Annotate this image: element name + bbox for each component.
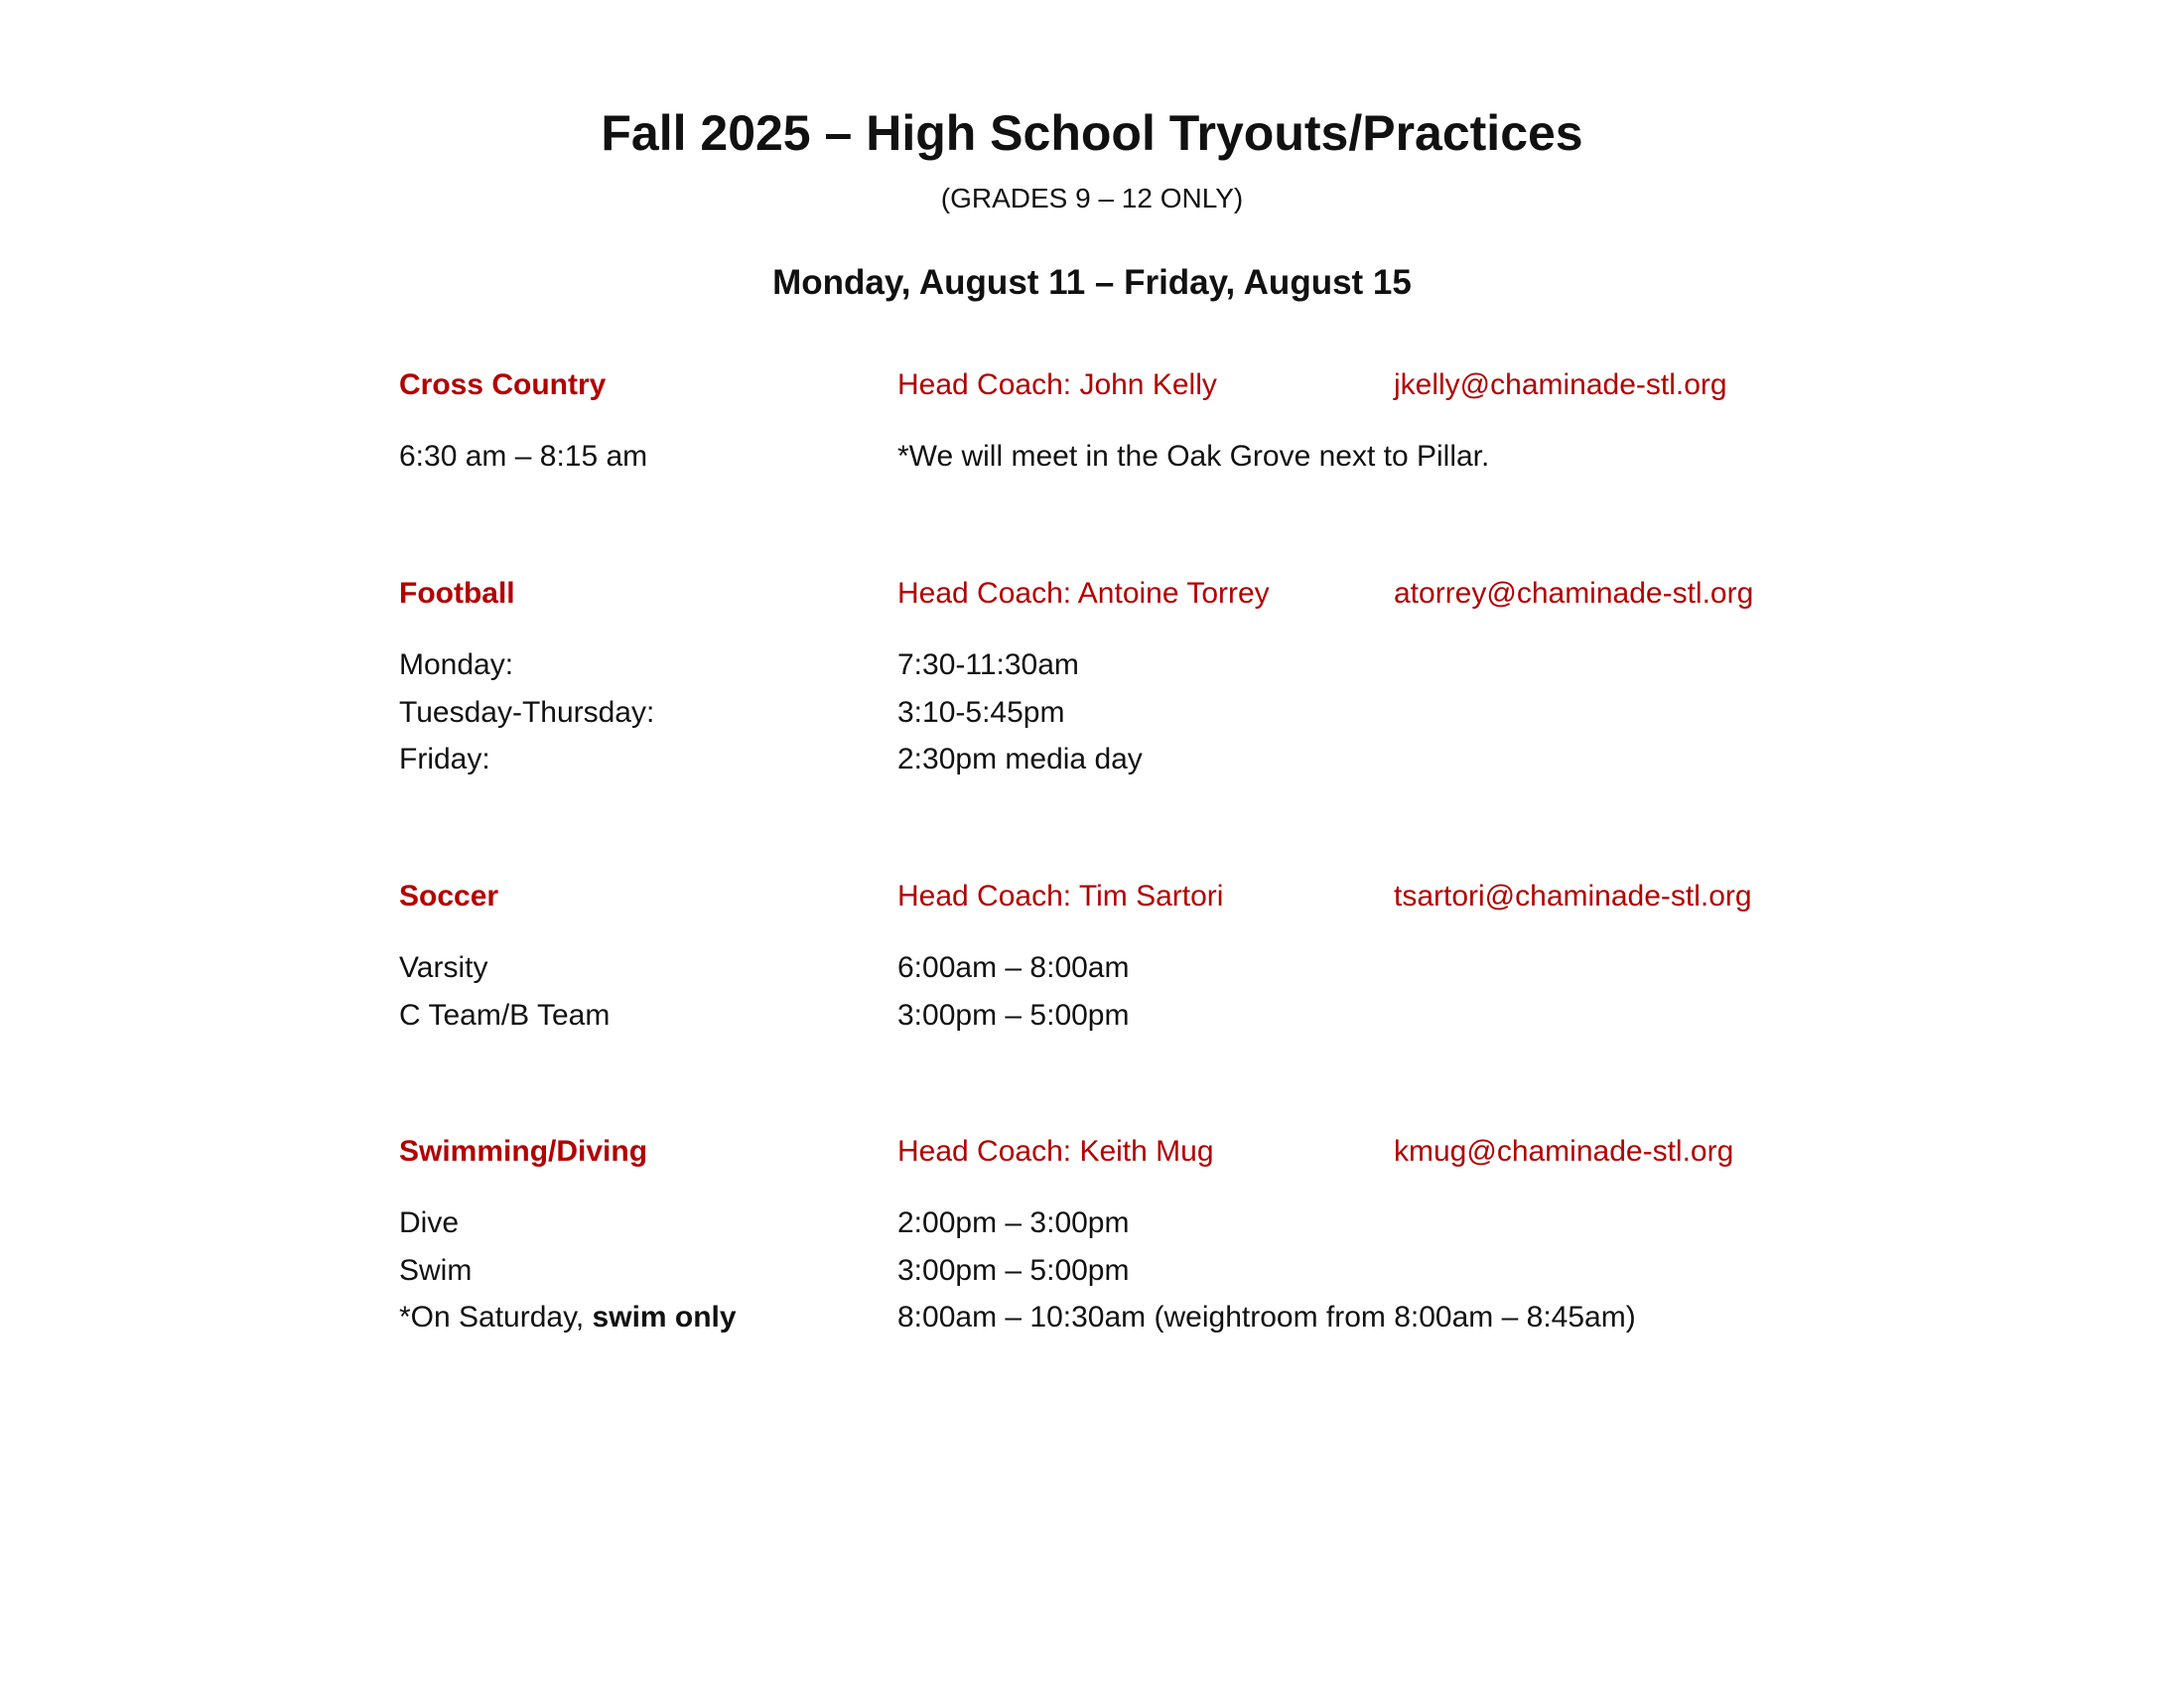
head-coach: Head Coach: Tim Sartori [897, 880, 1224, 913]
section-swimming-diving [399, 1130, 1888, 1341]
grades-note: (GRADES 9 – 12 ONLY) [940, 183, 1244, 213]
coach-email-link[interactable]: atorrey@chaminade-stl.org [1394, 577, 1754, 610]
head-coach: Head Coach: Antoine Torrey [897, 577, 1270, 610]
schedule-row [399, 992, 1888, 1040]
section-football [399, 572, 1888, 783]
row-label: C Team/B Team [399, 998, 611, 1032]
head-coach: Head Coach: John Kelly [897, 368, 1217, 401]
coach-email-link[interactable]: tsartori@chaminade-stl.org [1394, 880, 1752, 913]
row-value: 3:00pm – 5:00pm [897, 998, 1130, 1032]
section-soccer [399, 875, 1888, 1039]
row-label-prefix: *On Saturday, [399, 1301, 593, 1334]
row-label: 6:30 am – 8:15 am [399, 440, 648, 473]
row-label: Tuesday-Thursday: [399, 695, 655, 729]
row-label-emphasis: swim only [592, 1301, 737, 1334]
row-value: 3:10-5:45pm [897, 695, 1065, 729]
row-value: 7:30-11:30am [897, 648, 1079, 681]
schedule-row [399, 944, 1888, 992]
row-label: Varsity [399, 951, 488, 984]
schedule-row [399, 689, 1888, 737]
schedule-row [399, 1294, 1888, 1341]
row-label: Swim [399, 1253, 473, 1287]
schedule-row [399, 433, 1888, 481]
schedule-row [399, 641, 1888, 689]
schedule-row [399, 1247, 1888, 1295]
row-label: Friday: [399, 743, 490, 775]
schedule-row [399, 736, 1888, 783]
row-value: *We will meet in the Oak Grove next to Pillar. [897, 440, 1490, 473]
row-label: Dive [399, 1206, 460, 1239]
coach-email-link[interactable]: jkelly@chaminade-stl.org [1394, 368, 1727, 401]
row-label: Monday: [399, 648, 514, 681]
row-value: 8:00am – 10:30am (weightroom from 8:00am – 8:45am) [897, 1301, 1636, 1334]
date-range: Monday, August 11 – Friday, August 15 [772, 263, 1412, 302]
schedule-row [399, 1199, 1888, 1247]
section-cross-country [399, 363, 1888, 481]
head-coach: Head Coach: Keith Mug [897, 1135, 1214, 1168]
page-title: Fall 2025 – High School Tryouts/Practices [601, 105, 1583, 161]
row-value: 2:00pm – 3:00pm [897, 1206, 1130, 1239]
sport-name: Soccer [399, 880, 499, 913]
coach-email-link[interactable]: kmug@chaminade-stl.org [1394, 1135, 1734, 1168]
sport-name: Football [399, 577, 515, 610]
sport-name: Cross Country [399, 368, 607, 401]
sport-name: Swimming/Diving [399, 1135, 648, 1168]
row-label [399, 1294, 737, 1341]
row-value: 2:30pm media day [897, 743, 1143, 775]
row-value: 6:00am – 8:00am [897, 951, 1130, 984]
row-value: 3:00pm – 5:00pm [897, 1253, 1130, 1287]
